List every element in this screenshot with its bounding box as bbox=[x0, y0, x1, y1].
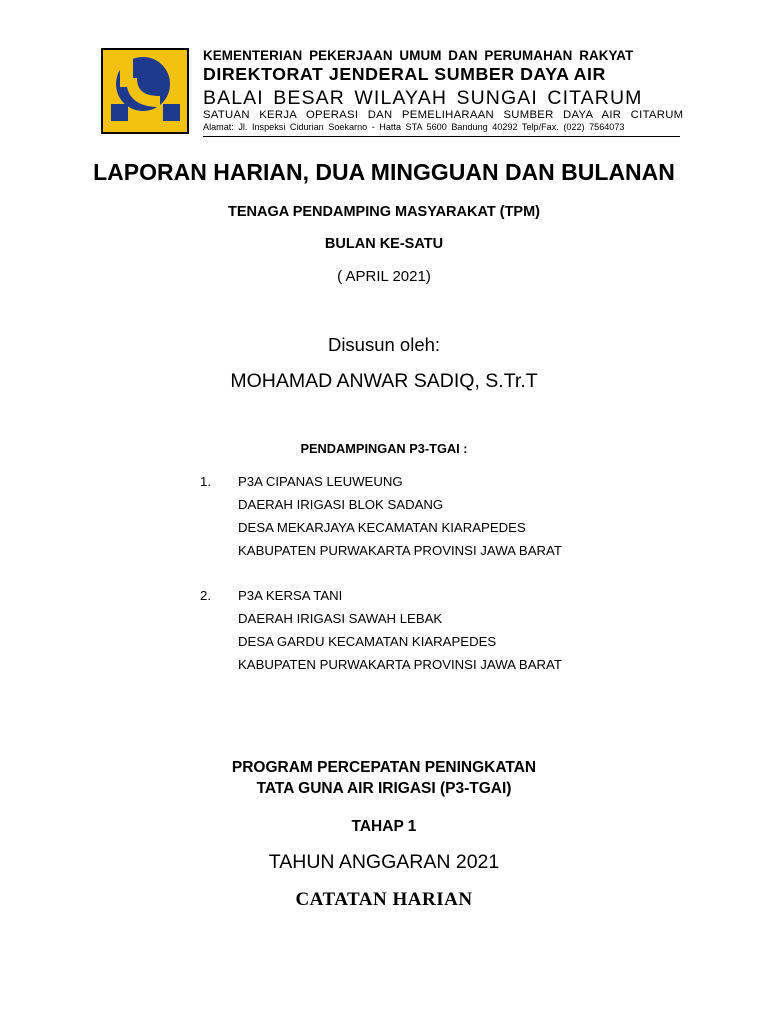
office-address: Alamat: Jl. Inspeksi Cidurian Soekarno - Hatta STA 5600 Bandung 40292 Telp/Fax. (022) 7564073 bbox=[203, 122, 625, 132]
list-item-line: KABUPATEN PURWAKARTA PROVINSI JAWA BARAT bbox=[238, 543, 562, 558]
work-unit-name: SATUAN KERJA OPERASI DAN PEMELIHARAAN SUMBER DAYA AIR CITARUM bbox=[203, 109, 684, 121]
program-title-line-2: TATA GUNA AIR IRIGASI (P3-TGAI) bbox=[256, 780, 512, 797]
list-item-line: DAERAH IRIGASI BLOK SADANG bbox=[238, 497, 444, 512]
list-item-line: DESA MEKARJAYA KECAMATAN KIARAPEDES bbox=[238, 520, 526, 535]
fiscal-year: TAHUN ANGGARAN 2021 bbox=[268, 851, 500, 873]
list-item-line: P3A KERSA TANI bbox=[238, 588, 343, 603]
list-item-line: P3A CIPANAS LEUWEUNG bbox=[238, 474, 403, 489]
ministry-logo bbox=[101, 48, 189, 134]
assistance-heading: PENDAMPINGAN P3-TGAI : bbox=[300, 441, 468, 456]
daily-notes-heading: CATATAN HARIAN bbox=[295, 889, 473, 910]
list-item-line: DAERAH IRIGASI SAWAH LEBAK bbox=[238, 611, 443, 626]
program-title bbox=[0, 757, 768, 799]
list-item-line: DESA GARDU KECAMATAN KIARAPEDES bbox=[238, 634, 497, 649]
list-item-number: 1. bbox=[200, 474, 211, 489]
header-divider bbox=[203, 136, 680, 137]
water-resources-emblem-icon bbox=[103, 50, 187, 132]
ministry-name: KEMENTERIAN PEKERJAAN UMUM DAN PERUMAHAN RAKYAT bbox=[203, 48, 634, 63]
list-item-number: 2. bbox=[200, 588, 211, 603]
report-subtitle: TENAGA PENDAMPING MASYARAKAT (TPM) bbox=[227, 204, 541, 220]
program-title-line-1: PROGRAM PERCEPATAN PENINGKATAN bbox=[231, 759, 537, 776]
list-item-line: KABUPATEN PURWAKARTA PROVINSI JAWA BARAT bbox=[238, 657, 562, 672]
office-name: BALAI BESAR WILAYAH SUNGAI CITARUM bbox=[203, 87, 643, 109]
directorate-name: DIREKTORAT JENDERAL SUMBER DAYA AIR bbox=[203, 64, 606, 84]
report-title: LAPORAN HARIAN, DUA MINGGUAN DAN BULANAN bbox=[93, 159, 675, 185]
month-label: BULAN KE-SATU bbox=[324, 236, 444, 252]
program-stage: TAHAP 1 bbox=[351, 818, 417, 835]
report-period: ( APRIL 2021) bbox=[337, 268, 431, 285]
prepared-by-label: Disusun oleh: bbox=[327, 334, 441, 355]
author-name: MOHAMAD ANWAR SADIQ, S.Tr.T bbox=[230, 370, 538, 392]
